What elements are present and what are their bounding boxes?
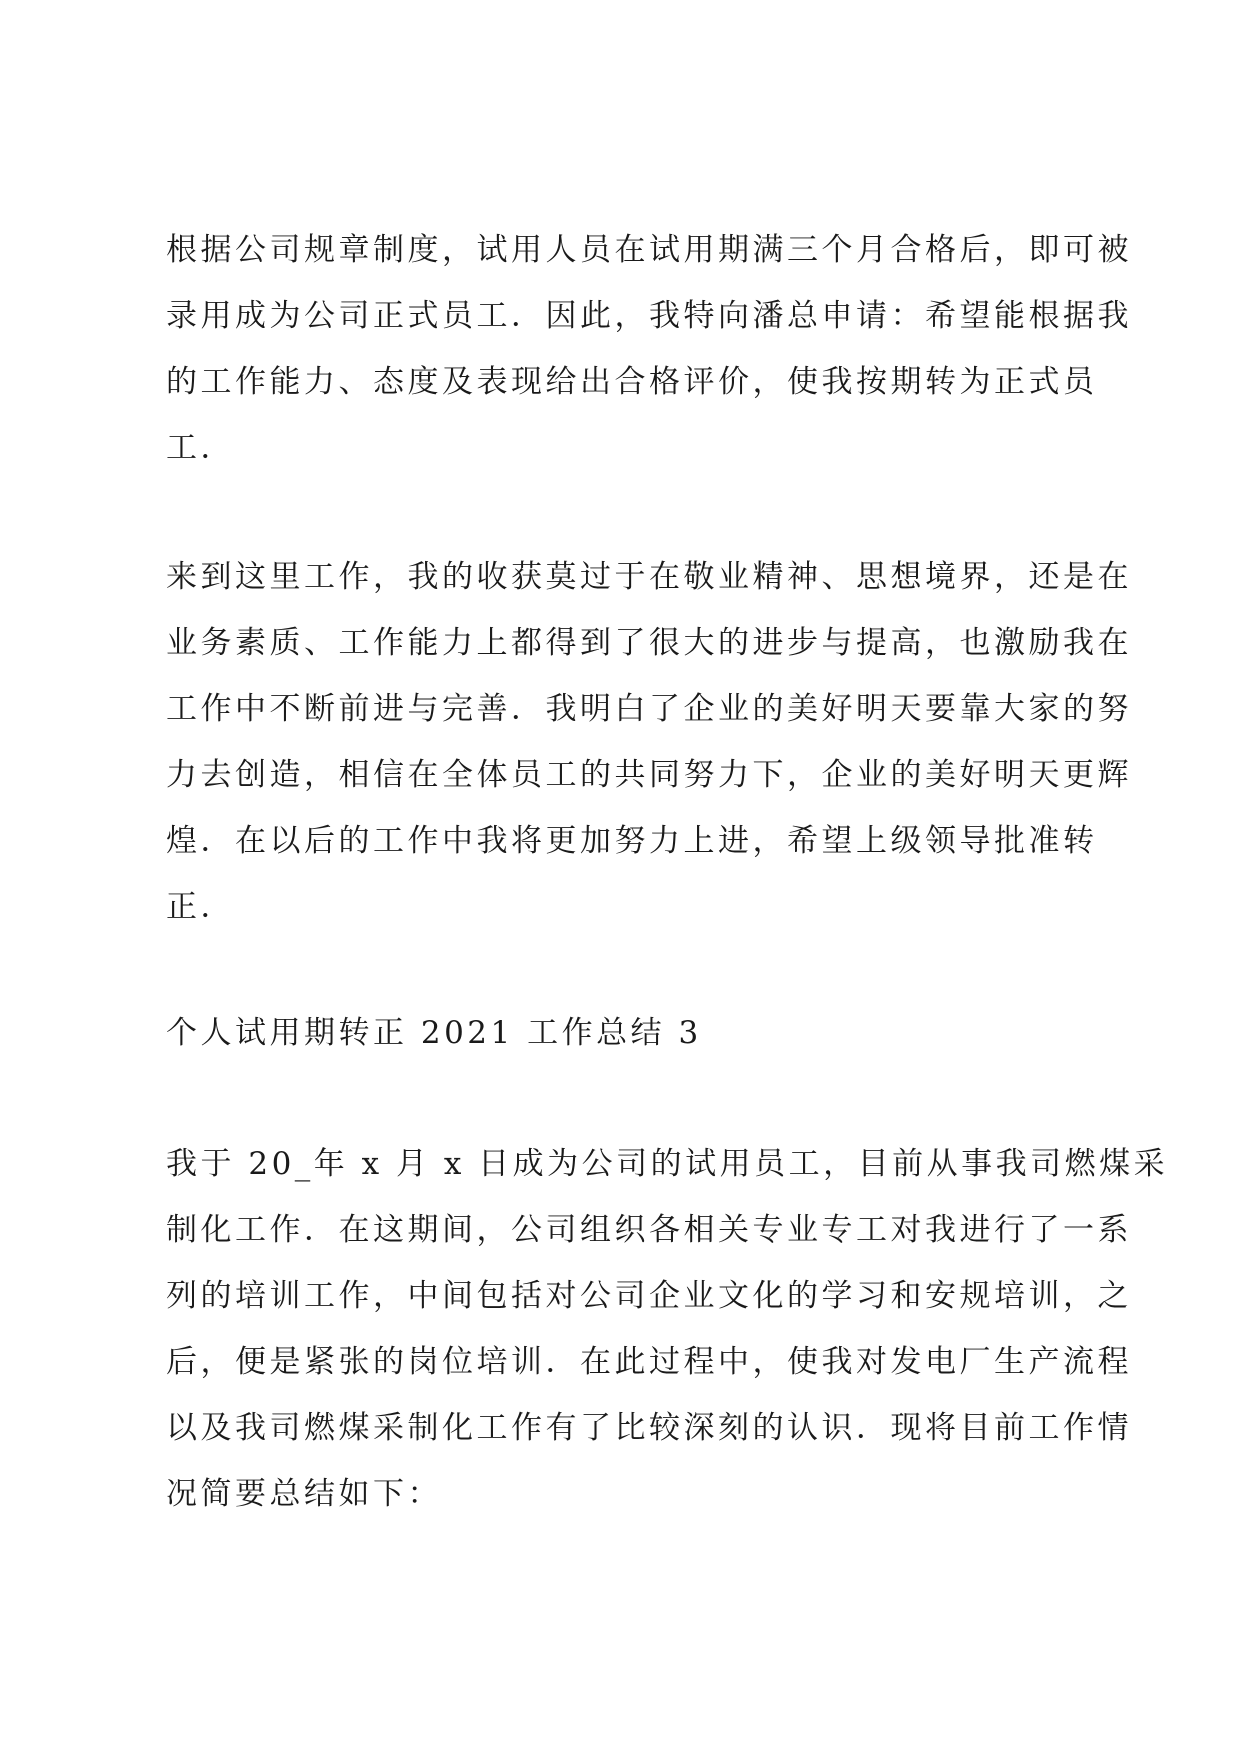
paragraph-work-gains — [166, 544, 1132, 940]
text-line: 后，便是紧张的岗位培训．在此过程中，使我对发电厂生产流程 — [166, 1344, 1132, 1380]
paragraph-probation-policy — [166, 217, 1132, 481]
text-line: 正． — [166, 889, 235, 925]
text-line: 制化工作．在这期间，公司组织各相关专业专工对我进行了一系 — [166, 1212, 1132, 1248]
text-line: 工． — [166, 430, 235, 466]
text-line: 根据公司规章制度，试用人员在试用期满三个月合格后，即可被 — [166, 232, 1132, 268]
text-line: 来到这里工作，我的收获莫过于在敬业精神、思想境界，还是在 — [166, 559, 1132, 595]
text-line: 煌．在以后的工作中我将更加努力上进，希望上级领导批准转 — [166, 823, 1098, 859]
text-line: 我于 20_年 x 月 x 日成为公司的试用员工，目前从事我司燃煤采 — [166, 1146, 1169, 1182]
text-line: 业务素质、工作能力上都得到了很大的进步与提高，也激励我在 — [166, 625, 1132, 661]
heading-text: 个人试用期转正 2021 工作总结 3 — [166, 1015, 702, 1051]
text-line: 以及我司燃煤采制化工作有了比较深刻的认识．现将目前工作情 — [166, 1410, 1132, 1446]
text-line: 工作中不断前进与完善．我明白了企业的美好明天要靠大家的努 — [166, 691, 1132, 727]
text-line: 录用成为公司正式员工．因此，我特向潘总申请：希望能根据我 — [166, 298, 1132, 334]
text-line: 的工作能力、态度及表现给出合格评价，使我按期转为正式员 — [166, 364, 1098, 400]
text-line: 力去创造，相信在全体员工的共同努力下，企业的美好明天更辉 — [166, 757, 1132, 793]
paragraph-trial-summary — [166, 1131, 1169, 1527]
section-heading — [166, 1000, 1096, 1066]
text-line: 况简要总结如下： — [166, 1476, 442, 1512]
text-line: 列的培训工作，中间包括对公司企业文化的学习和安规培训，之 — [166, 1278, 1132, 1314]
